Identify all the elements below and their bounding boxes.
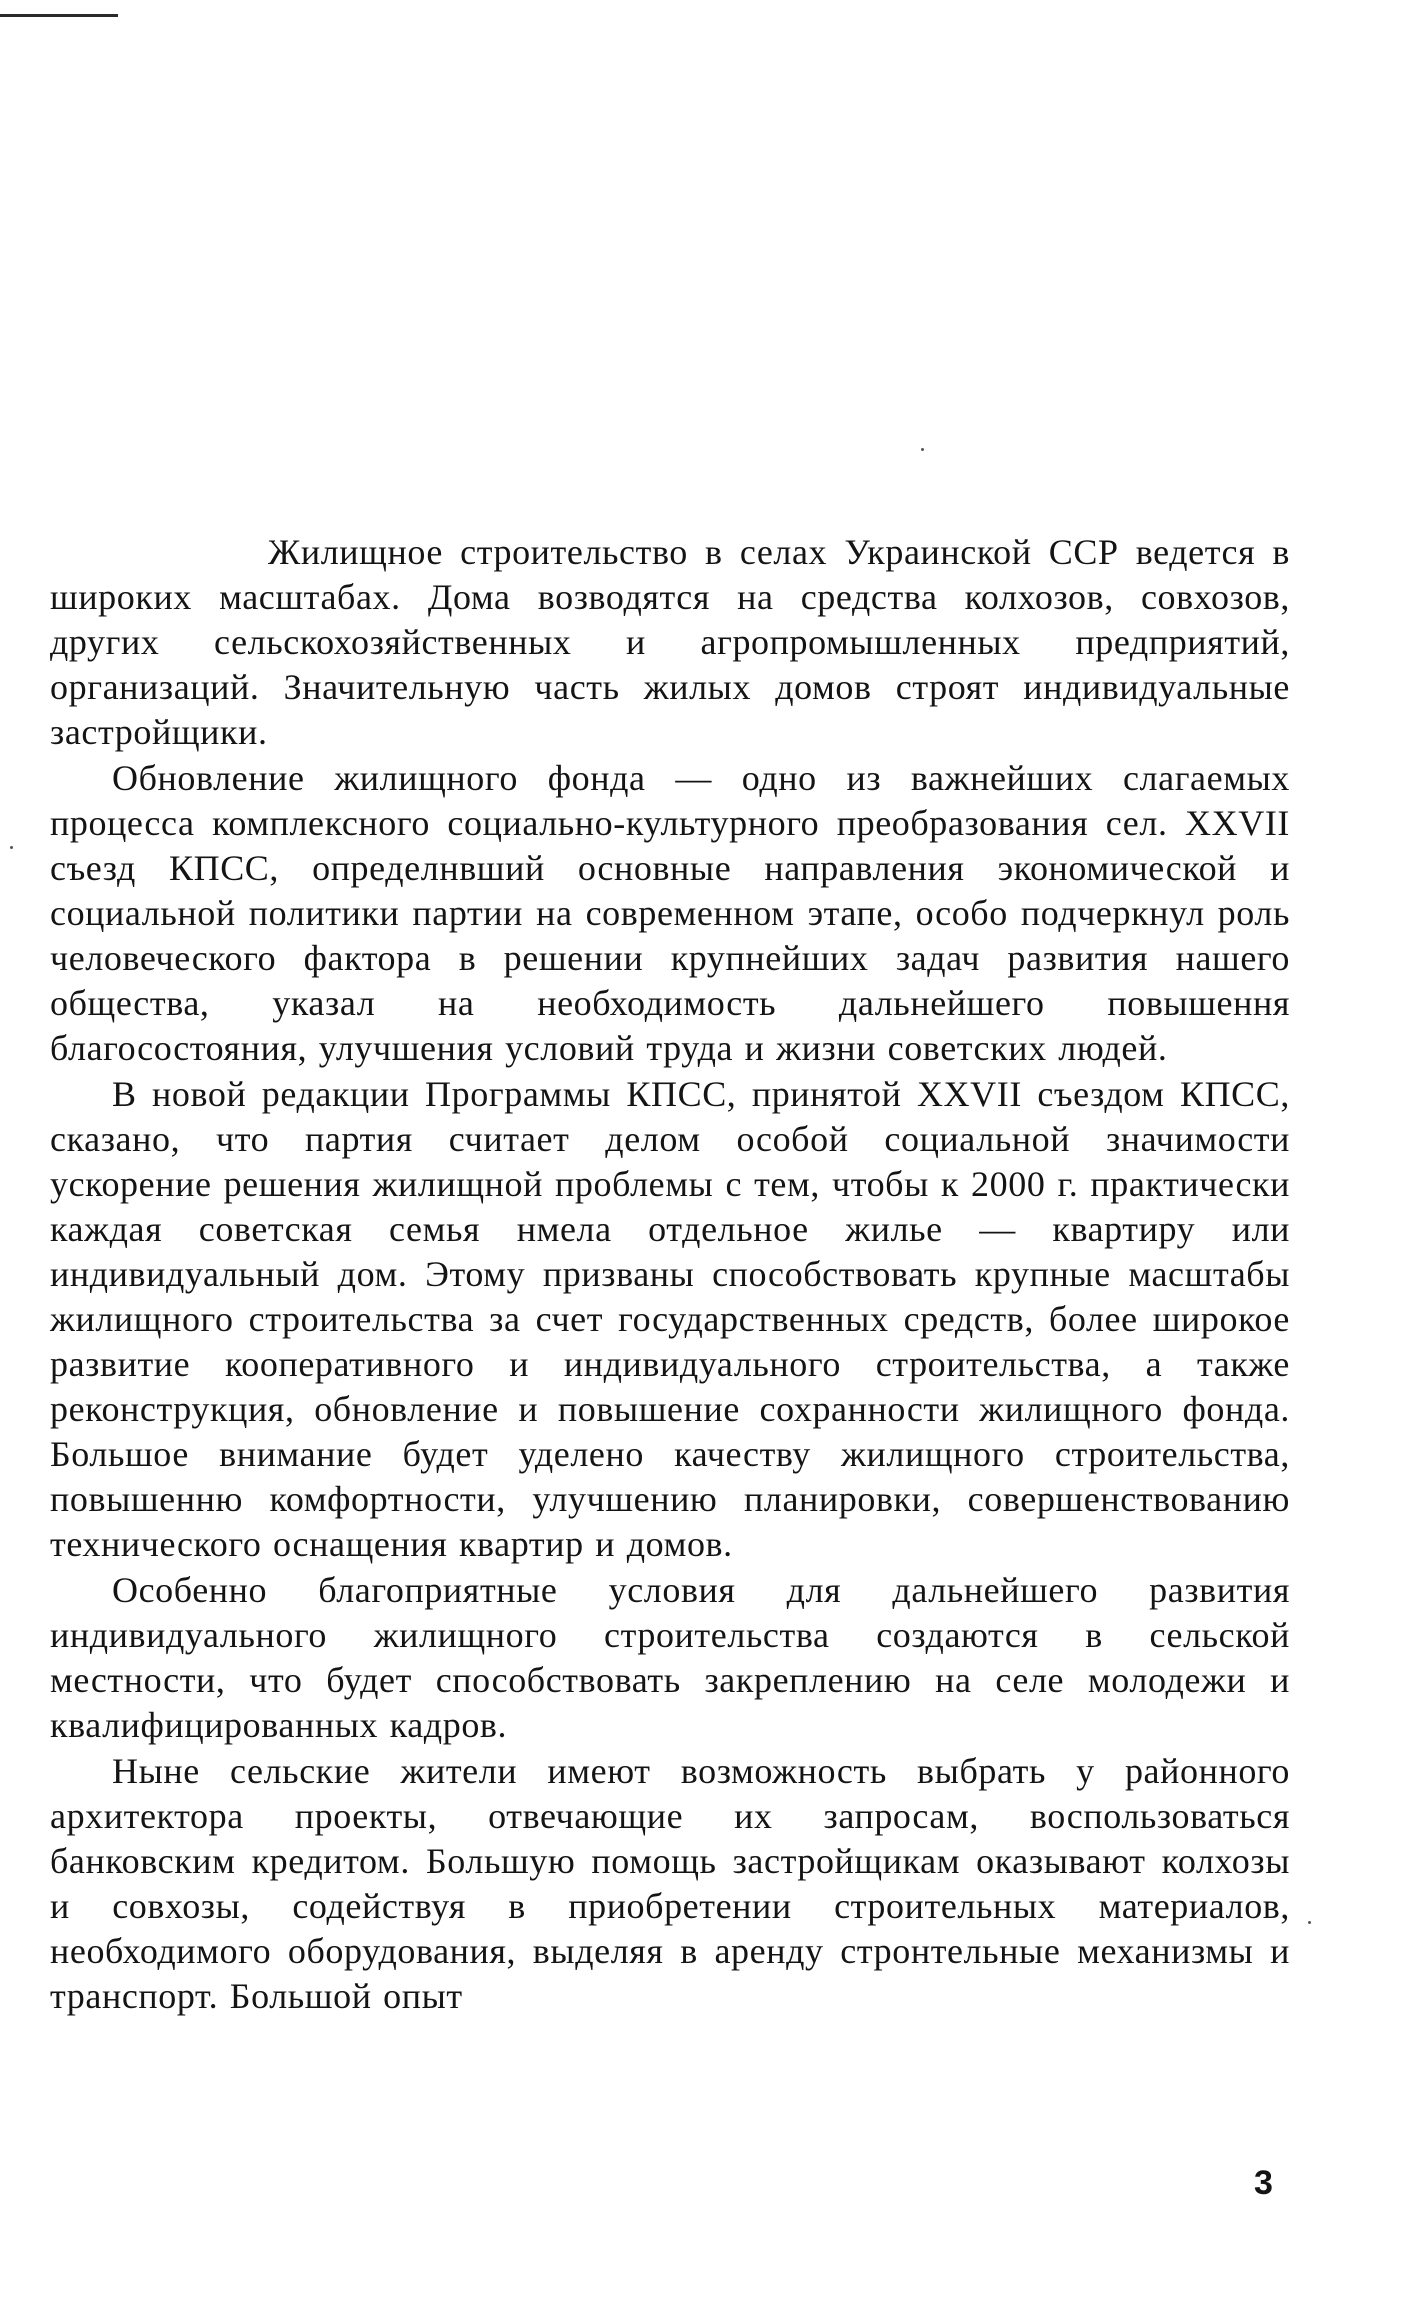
paragraph-5: Ныне сельские жители имеют возможность выбрать у районного архитектора проекты, отвечающие их запросам, воспользоваться банковским кредитом. Большую помощь застройщикам оказывают колхозы и совхозы, содействуя в приобретении строительных материалов, необходимого оборудования, выделяя в аренду стронтельные механизмы и транспорт. Большой опыт [50,1751,1290,2016]
paragraph-3: В новой редакции Программы КПСС, принятой XXVII съездом КПСС, сказано, что партия считает делом особой социальной значимости ускорение решения жилищной проблемы с тем, чтобы к 2000 г. практически каждая советская семья нмела отдельное жилье — квартиру или индивидуальный дом. Этому призваны способствовать крупные масштабы жилищного строительства за счет государственных средств, более широкое развитие кооперативного и индивидуального строительства, а также реконструкция, обновление и повышение сохранности жилищного фонда. Большое внимание будет уделено качеству жилищного строительства, повышенню комфортности, улучшению планировки, совершенствованию технического оснащения квартир и домов. [50,1074,1290,1564]
paragraph-2: Обновление жилищного фонда — одно из важнейших слагаемых процесса комплексного социально-культурного преобразования сел. XXVII съезд КПСС, определнвший основные направления экономической и социальной политики партии на современном этапе, особо подчеркнул роль человеческого фактора в решении крупнейших задач развития нашего общества, указал на необходимость дальнейшего повышення благосостояния, улучшения условий труда и жизни советских людей. [50,758,1290,1068]
print-speck [921,448,924,451]
paragraph-4: Особенно благоприятные условия для дальнейшего развития индивидуального жилищного строительства создаются в сельской местности, что будет способствовать закреплению на селе молодежи и квалифицированных кадров. [50,1570,1290,1745]
paragraph-1: Жилищное строительство в селах Украинской ССР ведется в широких масштабах. Дома возводятся на средства колхозов, совхозов, других сельскохозяйственных и агропромышленных предприятий, организаций. Значительную часть жилых домов строят индивидуальные застройщики. [50,532,1290,752]
page-number: 3 [1254,2164,1273,2202]
corner-rule [0,14,118,17]
body-text [50,530,1290,2020]
print-speck [10,846,13,849]
print-speck [1308,1921,1311,1924]
